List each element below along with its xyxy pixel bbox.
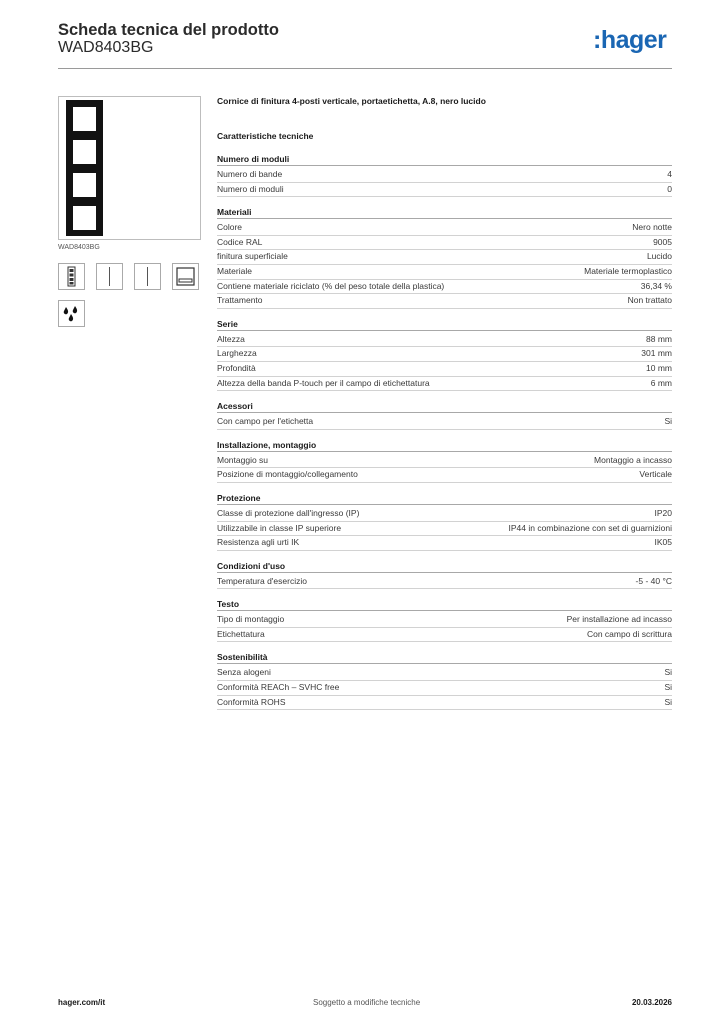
frame-thin-line-icon	[96, 263, 123, 290]
spec-key: Temperatura d'esercizio	[217, 575, 307, 586]
spec-row	[217, 575, 672, 590]
document-title: Scheda tecnica del prodotto	[58, 21, 279, 39]
section-title: Condizioni d'uso	[217, 560, 672, 573]
features-heading: Caratteristiche tecniche	[217, 131, 314, 141]
frame-picture	[66, 100, 103, 236]
spec-row	[217, 377, 672, 392]
footer-date: 20.03.2026	[631, 998, 672, 1007]
spec-value: IP20	[654, 507, 672, 518]
spec-value: Verticale	[639, 469, 672, 480]
product-image	[58, 96, 201, 240]
spec-key: Colore	[217, 222, 243, 233]
section-title: Numero di moduli	[217, 153, 672, 166]
spec-section	[217, 439, 672, 483]
spec-row	[217, 250, 672, 265]
spec-key: Numero di moduli	[217, 183, 284, 194]
spec-value: Si	[664, 696, 672, 707]
product-description: Cornice di finitura 4-posti verticale, portaetichetta, A.8, nero lucido	[217, 96, 486, 106]
spec-row	[217, 522, 672, 537]
spec-value: IP44 in combinazione con set di guarnizioni	[508, 522, 672, 533]
frame-thin-line-icon	[134, 263, 161, 290]
header-divider	[58, 68, 672, 69]
spec-section	[217, 598, 672, 642]
spec-row	[217, 507, 672, 522]
spec-value: 36,34 %	[640, 280, 672, 291]
spec-row	[217, 221, 672, 236]
water-drops-icon	[58, 300, 85, 327]
spec-key: Trattamento	[217, 295, 263, 306]
spec-row	[217, 681, 672, 696]
spec-value: Non trattato	[627, 295, 672, 306]
spec-value: IK05	[654, 537, 672, 548]
spec-key: Conformità ROHS	[217, 696, 286, 707]
spec-key: Larghezza	[217, 348, 257, 359]
spec-section	[217, 400, 672, 430]
spec-section	[217, 651, 672, 710]
spec-row	[217, 415, 672, 430]
spec-key: Classe di protezione dall'ingresso (IP)	[217, 507, 360, 518]
spec-value: Lucido	[646, 251, 672, 262]
spec-content	[217, 95, 672, 719]
spec-value: 6 mm	[650, 377, 672, 388]
footer-notice: Soggetto a modifiche tecniche	[313, 998, 421, 1007]
spec-key: Altezza	[217, 333, 245, 344]
spec-key: Materiale	[217, 265, 252, 276]
spec-row	[217, 696, 672, 711]
frame-4-module-icon	[58, 263, 85, 290]
spec-key: Contiene materiale riciclato (% del peso totale della plastica)	[217, 280, 445, 291]
spec-key: Posizione di montaggio/collegamento	[217, 469, 358, 480]
spec-row	[217, 183, 672, 198]
spec-value: Si	[664, 667, 672, 678]
section-title: Testo	[217, 598, 672, 611]
spec-value: 301 mm	[641, 348, 672, 359]
section-title: Sostenibilità	[217, 651, 672, 664]
spec-value: -5 - 40 °C	[635, 575, 672, 586]
spec-key: Montaggio su	[217, 454, 269, 465]
product-code: WAD8403BG	[58, 39, 154, 56]
spec-section	[217, 560, 672, 590]
spec-row	[217, 613, 672, 628]
spec-value: Materiale termoplastico	[584, 265, 672, 276]
spec-row	[217, 666, 672, 681]
spec-key: Numero di bande	[217, 169, 283, 179]
section-title: Installazione, montaggio	[217, 439, 672, 452]
spec-value: Si	[664, 416, 672, 427]
spec-section	[217, 318, 672, 391]
spec-section	[217, 153, 672, 197]
spec-row	[217, 454, 672, 469]
spec-section	[217, 492, 672, 551]
spec-row	[217, 362, 672, 377]
section-title: Acessori	[217, 400, 672, 413]
image-caption: WAD8403BG	[58, 244, 100, 251]
spec-key: Altezza della banda P-touch per il campo di etichettatura	[217, 377, 430, 388]
spec-key: Utilizzabile in classe IP superiore	[217, 522, 342, 533]
spec-section	[217, 206, 672, 309]
section-title: Materiali	[217, 206, 672, 219]
spec-key: Conformità REACh – SVHC free	[217, 682, 340, 693]
spec-key: Con campo per l'etichetta	[217, 416, 314, 427]
footer-website[interactable]: hager.com/it	[58, 998, 106, 1007]
spec-value: 10 mm	[646, 362, 672, 373]
spec-value: 88 mm	[646, 333, 672, 344]
spec-key: Codice RAL	[217, 236, 263, 247]
spec-key: Tipo di montaggio	[217, 614, 285, 625]
spec-value: Nero notte	[632, 222, 672, 233]
spec-value: Con campo di scrittura	[586, 628, 672, 639]
spec-row	[217, 265, 672, 280]
spec-value: Per installazione ad incasso	[566, 614, 672, 625]
spec-sections	[217, 153, 672, 710]
spec-row	[217, 294, 672, 309]
spec-key: Etichettatura	[217, 628, 265, 639]
spec-row	[217, 628, 672, 643]
spec-value: Montaggio a incasso	[594, 454, 672, 465]
spec-row	[217, 468, 672, 483]
spec-row	[217, 280, 672, 295]
spec-value: 0	[667, 183, 672, 194]
spec-key: Profondità	[217, 362, 256, 373]
hager-logo: :hager	[593, 26, 667, 54]
spec-row	[217, 536, 672, 551]
spec-key: finitura superficiale	[217, 251, 288, 262]
section-title: Serie	[217, 318, 672, 331]
spec-row	[217, 347, 672, 362]
spec-value: 9005	[653, 236, 672, 247]
label-holder-icon	[172, 263, 199, 290]
spec-value: 4	[667, 169, 672, 179]
spec-row	[217, 236, 672, 251]
spec-key: Resistenza agli urti IK	[217, 537, 300, 548]
spec-value: Si	[664, 682, 672, 693]
section-title: Protezione	[217, 492, 672, 505]
spec-row	[217, 168, 672, 183]
spec-row	[217, 333, 672, 348]
spec-key: Senza alogeni	[217, 667, 271, 678]
